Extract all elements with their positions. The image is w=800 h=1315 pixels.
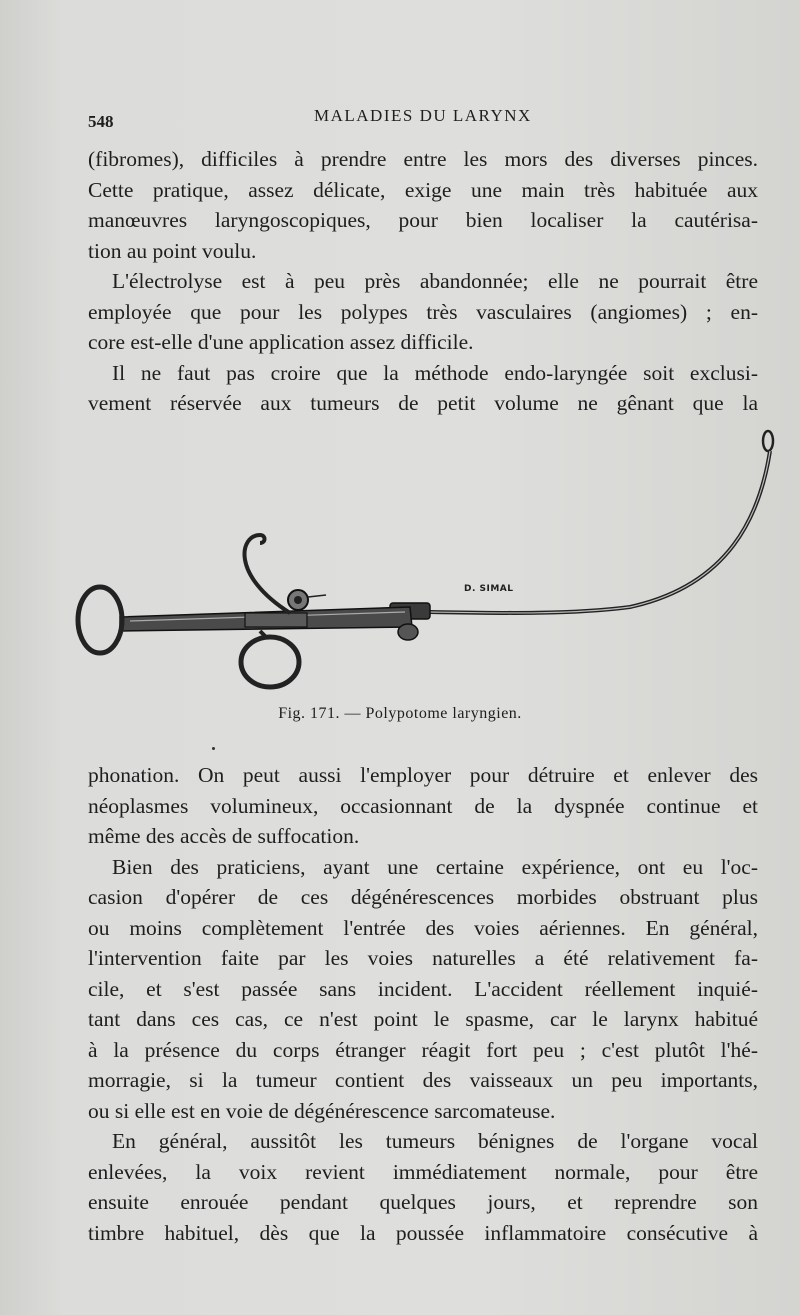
knob [398, 624, 418, 640]
text-line: à la présence du corps étranger réagit fort peu ; c'est plutôt l'hé- [88, 1037, 758, 1062]
text-line: même des accès de suffocation. [88, 824, 360, 848]
hook-lever [245, 535, 290, 613]
text-line: l'intervention faite par les voies naturelles a été relativement fa- [88, 946, 758, 970]
running-title: MALADIES DU LARYNX [314, 106, 532, 125]
text-line: timbre habituel, dès que la poussée inflammatoire consécutive à [88, 1220, 758, 1245]
figure-caption: Fig. 171. — Polypotome laryngien. [278, 705, 522, 722]
text-line: casion d'opérer de ces dégénérescences morbides obstruant plus [88, 885, 758, 909]
slider-block [245, 613, 307, 627]
page-number: 548 [88, 112, 114, 131]
text-line: En général, aussitôt les tumeurs bénignes de l'organe vocal [112, 1129, 758, 1153]
text-line: tant dans ces cas, ce n'est point le spasme, car le larynx habitué [88, 1007, 758, 1031]
text-line: phonation. On peut aussi l'employer pour détruire et enlever des [88, 763, 758, 787]
text-block-top [88, 144, 758, 419]
text-line: manœuvres laryngoscopiques, pour bien localiser la cautérisa- [88, 208, 758, 232]
text-line: cile, et s'est passée sans incident. L'accident réellement inquié- [88, 976, 758, 1001]
text-line: vement réservée aux tumeurs de petit volume ne gênant que la [88, 391, 758, 415]
text-block-bottom [88, 760, 758, 1248]
text-line: Il ne faut pas croire que la méthode endo-laryngée soit exclusi- [112, 360, 758, 385]
text-line: ou si elle est en voie de dégénérescence sarcomateuse. [88, 1098, 556, 1123]
text-line: L'électrolyse est à peu près abandonnée; elle ne pourrait être [112, 269, 758, 293]
snare-loop-tip [763, 431, 773, 451]
engraver-signature: D. SIMAL [464, 584, 514, 594]
text-line: morragie, si la tumeur contient des vaisseaux un peu importants, [88, 1068, 758, 1092]
text-line: Bien des praticiens, ayant une certaine expérience, ont eu l'oc- [112, 854, 758, 879]
text-line: (fibromes), difficiles à prendre entre les mors des diverses pinces. [88, 147, 758, 171]
figure-polypotome [70, 425, 780, 700]
page-header [88, 104, 758, 134]
text-line: ou moins complètement l'entrée des voies aériennes. En général, [88, 915, 758, 940]
text-line: enlevées, la voix revient immédiatement normale, pour être [88, 1159, 758, 1184]
polypotome-illustration [70, 425, 780, 700]
text-line: tion au point voulu. [88, 238, 257, 263]
text-line: néoplasmes volumineux, occasionnant de la dyspnée continue et [88, 793, 758, 818]
printing-speck [212, 747, 215, 750]
text-line: employée que pour les polypes très vasculaires (angiomes) ; en- [88, 299, 758, 324]
thumb-ring [78, 587, 122, 653]
text-line: Cette pratique, assez délicate, exige une main très habituée aux [88, 177, 758, 202]
finger-ring [241, 637, 299, 687]
text-line: core est-elle d'une application assez difficile. [88, 330, 474, 354]
text-line: ensuite enrouée pendant quelques jours, et reprendre son [88, 1190, 758, 1214]
